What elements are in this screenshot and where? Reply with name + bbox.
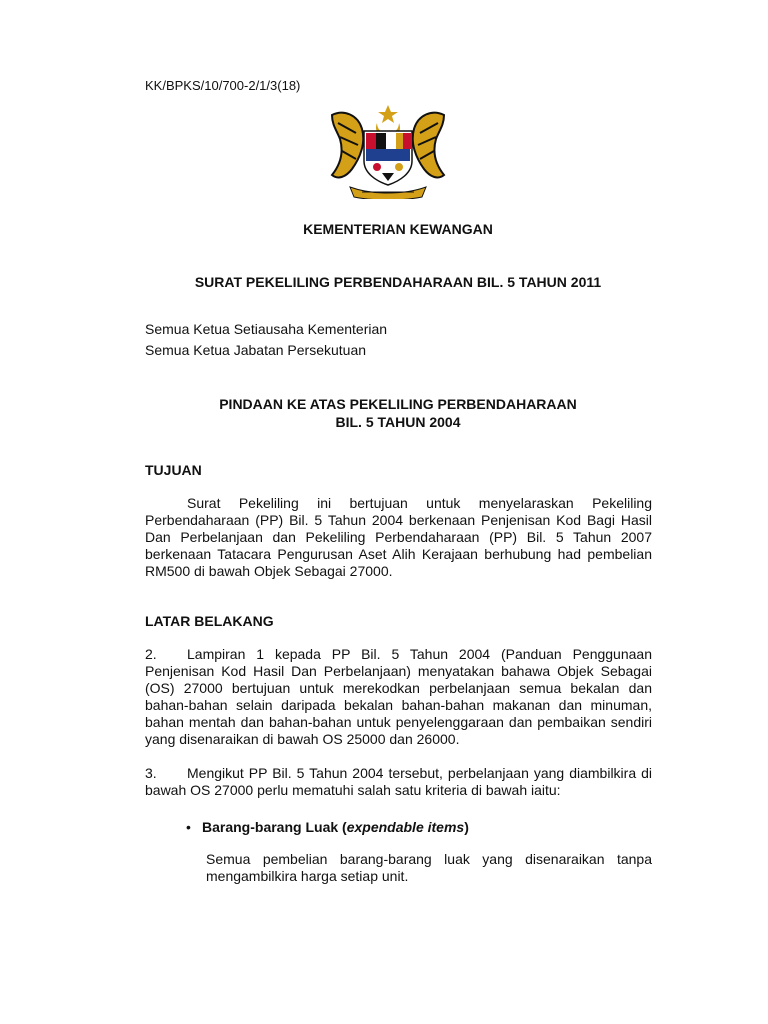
paragraph-2 (145, 646, 652, 748)
paragraph-text: Mengikut PP Bil. 5 Tahun 2004 tersebut, perbelanjaan yang diambilkira di bawah OS 27000 perlu mematuhi salah satu kriteria di bawah iaitu: (145, 765, 652, 798)
paragraph-number: 2. (145, 646, 157, 662)
paragraph-3 (145, 765, 652, 799)
bullet-emphasis: expendable items (346, 819, 465, 835)
purpose-heading: TUJUAN (145, 462, 202, 478)
bullet-icon: • (186, 819, 191, 835)
subject-line-1: PINDAAN KE ATAS PEKELILING PERBENDAHARAAN (219, 396, 577, 412)
subject-line-2: BIL. 5 TAHUN 2004 (335, 414, 461, 430)
bullet-close: ) (464, 819, 469, 835)
circular-title: SURAT PEKELILING PERBENDAHARAAN BIL. 5 TAHUN 2011 (194, 274, 602, 290)
background-heading: LATAR BELAKANG (145, 613, 274, 629)
malaysia-coat-of-arms-icon (322, 103, 454, 199)
paragraph-number: 3. (145, 765, 157, 781)
bullet-label: Barang-barang Luak ( (202, 819, 347, 835)
paragraph-text: Lampiran 1 kepada PP Bil. 5 Tahun 2004 (Panduan Penggunaan Penjenisan Kod Hasil Dan Perbelanjaan) menyatakan bahawa Objek Sebagai (OS) 27000 bertujuan untuk merekodkan perbelanjaan semua bekalan dan bahan-bahan selain daripada bekalan bahan-bahan makanan dan minuman, bahan mentah dan bahan-bahan untuk penyelenggaraan dan pembaikan sendiri yang disenaraikan di bawah OS 25000 dan 26000. (145, 646, 652, 747)
recipient-line: Semua Ketua Jabatan Persekutuan (145, 342, 367, 358)
recipient-line: Semua Ketua Setiausaha Kementerian (145, 321, 388, 337)
bullet-item (186, 819, 469, 835)
reference-number: KK/BPKS/10/700-2/1/3(18) (145, 78, 301, 93)
ministry-name: KEMENTERIAN KEWANGAN (303, 221, 493, 237)
bullet-description: Semua pembelian barang-barang luak yang disenaraikan tanpa mengambilkira harga setiap unit. (206, 851, 652, 884)
purpose-paragraph: Surat Pekeliling ini bertujuan untuk menyelaraskan Pekeliling Perbendaharaan (PP) Bil. 5 Tahun 2004 berkenaan Penjenisan Kod Bagi Hasil Dan Perbelanjaan dan Pekeliling Perbendaharaan (PP) Bil. 5 Tahun 2007 berkenaan Tatacara Pengurusan Aset Alih Kerajaan berhubung had pembelian RM500 di bawah Objek Sebagai 27000. (145, 495, 652, 579)
